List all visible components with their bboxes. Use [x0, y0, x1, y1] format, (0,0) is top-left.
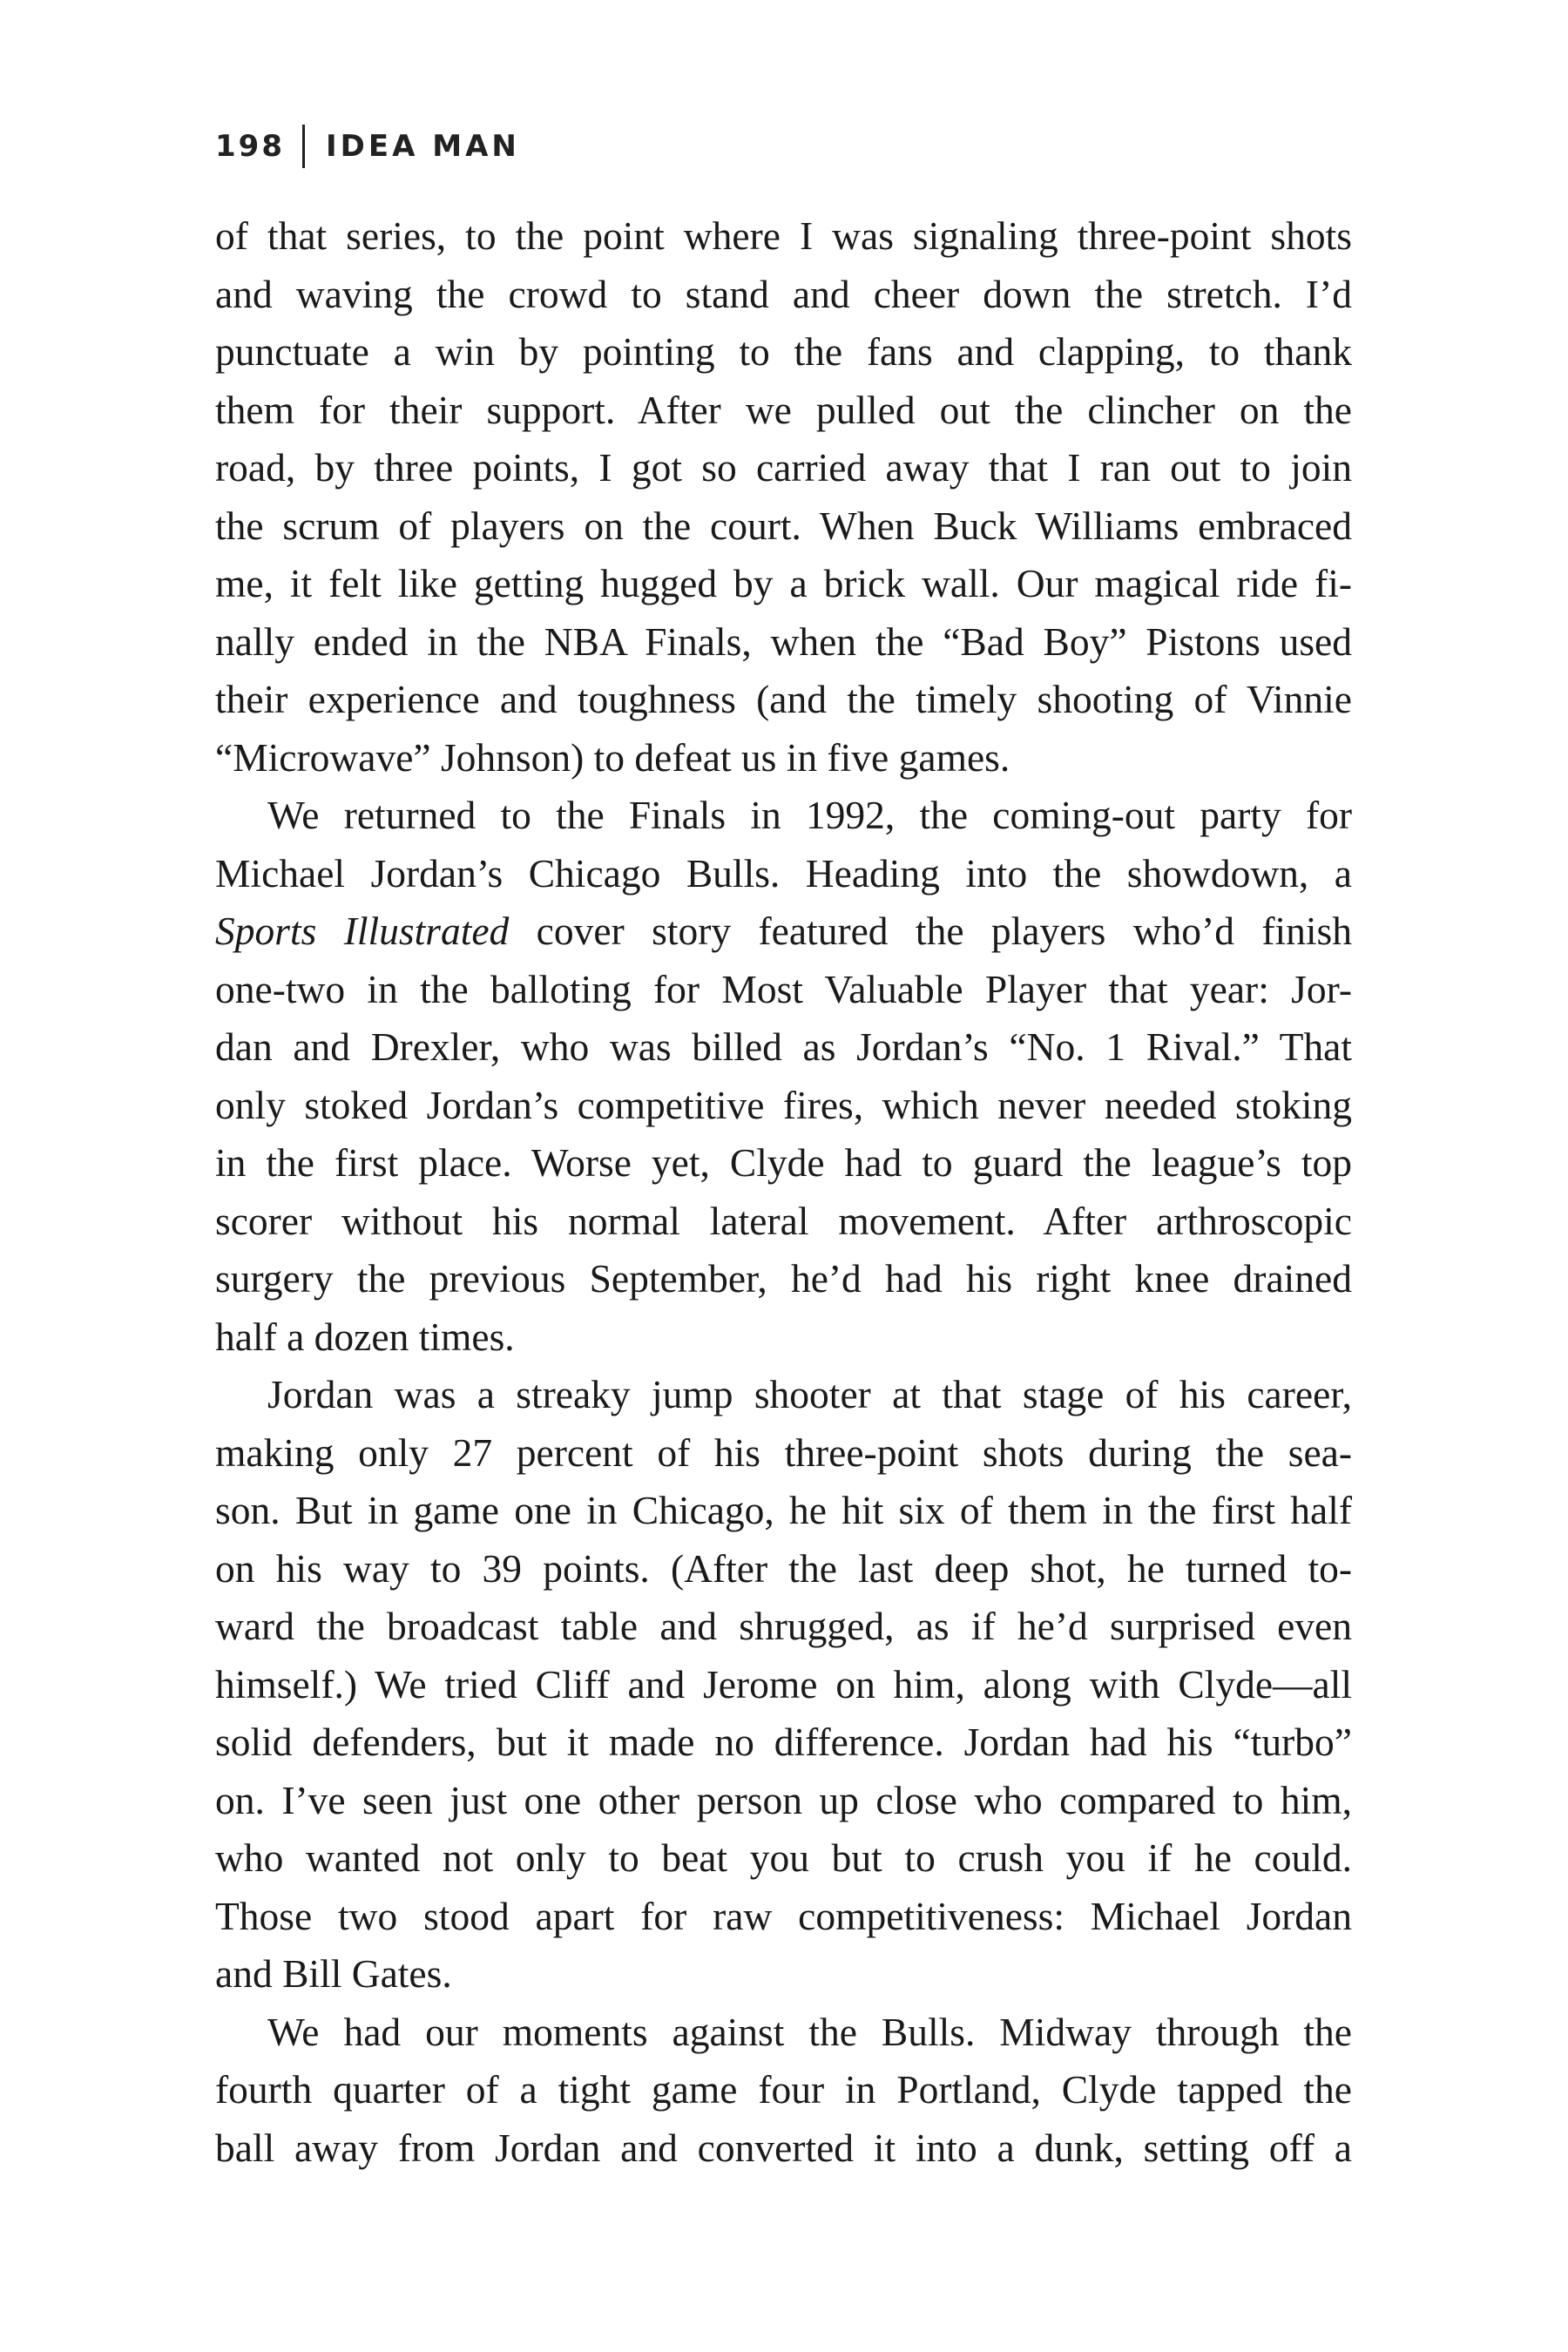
line-text: We returned to the Finals in 1992, the coming-out party for: [267, 793, 1352, 837]
text-line: [215, 1540, 1352, 1598]
text-line: [215, 1250, 1352, 1308]
line-text: himself.) We tried Cliff and Jerome on him, along with Clyde—all: [215, 1661, 1352, 1707]
text-line: [215, 2004, 1352, 2062]
text-line: [215, 382, 1352, 440]
line-text: on his way to 39 points. (After the last deep shot, he turned to-: [215, 1545, 1352, 1591]
line-text: Jordan was a streaky jump shooter at that stage of his career,: [267, 1372, 1352, 1416]
text-line: [215, 961, 1352, 1019]
text-line: [215, 266, 1352, 324]
line-text: fourth quarter of a tight game four in Portland, Clyde tapped the: [215, 2067, 1352, 2112]
text-line: [215, 671, 1352, 729]
header-divider: [302, 125, 305, 168]
line-text: road, by three points, I got so carried away that I ran out to join: [215, 445, 1352, 490]
line-text: making only 27 percent of his three-point shots during the sea-: [215, 1429, 1352, 1475]
text-line: [215, 2119, 1352, 2178]
text-line: [215, 1482, 1352, 1540]
body-text: [215, 207, 1352, 2177]
text-line: [215, 323, 1352, 382]
line-text: them for their support. After we pulled out the clincher on the: [215, 387, 1352, 432]
text-line: [215, 1945, 1352, 2004]
line-text: on. I’ve seen just one other person up close who compared to him,: [215, 1777, 1352, 1822]
line-text: ward the broadcast table and shrugged, as if he’d surprised even: [215, 1604, 1352, 1648]
line-text: who wanted not only to beat you but to crush you if he could.: [215, 1835, 1352, 1880]
text-line: [215, 1424, 1352, 1483]
line-text: in the first place. Worse yet, Clyde had to guard the league’s top: [215, 1140, 1352, 1185]
line-text: me, it felt like getting hugged by a brick wall. Our magical ride fi-: [215, 561, 1352, 605]
line-text: only stoked Jordan’s competitive fires, which never needed stoking: [215, 1082, 1352, 1127]
line-text: their experience and toughness (and the timely shooting of Vinnie: [215, 677, 1352, 721]
line-text: scorer without his normal lateral movement. After arthroscopic: [215, 1198, 1352, 1243]
text-line: [215, 1134, 1352, 1193]
text-line: [215, 1888, 1352, 1946]
line-text: We had our moments against the Bulls. Midway through the: [267, 2009, 1352, 2054]
text-line: [215, 2061, 1352, 2119]
text-line: [215, 1713, 1352, 1772]
text-line: [215, 555, 1352, 613]
line-text: ball away from Jordan and converted it into a dunk, setting off a: [215, 2125, 1352, 2170]
book-title: IDEA MAN: [325, 129, 520, 164]
text-line: [215, 787, 1352, 845]
line-text: Those two stood apart for raw competitiveness: Michael Jordan: [215, 1893, 1352, 1938]
text-line: [215, 1193, 1352, 1251]
text-line: [215, 1829, 1352, 1888]
running-head: [215, 124, 520, 169]
text-line: [215, 1366, 1352, 1424]
line-text: solid defenders, but it made no difference. Jordan had his “turbo”: [215, 1720, 1352, 1764]
line-text: the scrum of players on the court. When Buck Williams embraced: [215, 503, 1352, 548]
text-line: [215, 1598, 1352, 1656]
text-line: [215, 207, 1352, 266]
line-text: and waving the crowd to stand and cheer down the stretch. I’d: [215, 271, 1352, 316]
text-line: [215, 1772, 1352, 1830]
text-line: [215, 1656, 1352, 1714]
line-text: Michael Jordan’s Chicago Bulls. Heading into the showdown, a: [215, 850, 1352, 896]
line-text: one-two in the balloting for Most Valuable Player that year: Jor-: [215, 966, 1352, 1011]
text-line: [215, 1077, 1352, 1135]
line-text: son. But in game one in Chicago, he hit six of them in the first half: [215, 1488, 1352, 1532]
italic-title: Sports Illustrated: [215, 909, 510, 953]
text-line: [215, 845, 1352, 903]
text-line: [215, 902, 1352, 961]
text-line: [215, 497, 1352, 556]
page-number: 198: [215, 129, 285, 164]
line-text: surgery the previous September, he’d had his right knee drained: [215, 1256, 1352, 1301]
line-text: cover story featured the players who’d finish: [509, 909, 1352, 953]
line-text: half a dozen times.: [215, 1314, 515, 1359]
text-line: [215, 439, 1352, 497]
line-text: punctuate a win by pointing to the fans and clapping, to thank: [215, 329, 1352, 374]
line-text: dan and Drexler, who was billed as Jordan’s “No. 1 Rival.” That: [215, 1024, 1352, 1069]
line-text: of that series, to the point where I was signaling three-point shots: [215, 213, 1352, 258]
line-text: and Bill Gates.: [215, 1951, 452, 1996]
line-text: “Microwave” Johnson) to defeat us in five games.: [215, 734, 1010, 780]
line-text: nally ended in the NBA Finals, when the “Bad Boy” Pistons used: [215, 618, 1352, 664]
text-line: [215, 1018, 1352, 1077]
text-line: [215, 613, 1352, 672]
text-line: [215, 1308, 1352, 1367]
text-line: [215, 729, 1352, 787]
